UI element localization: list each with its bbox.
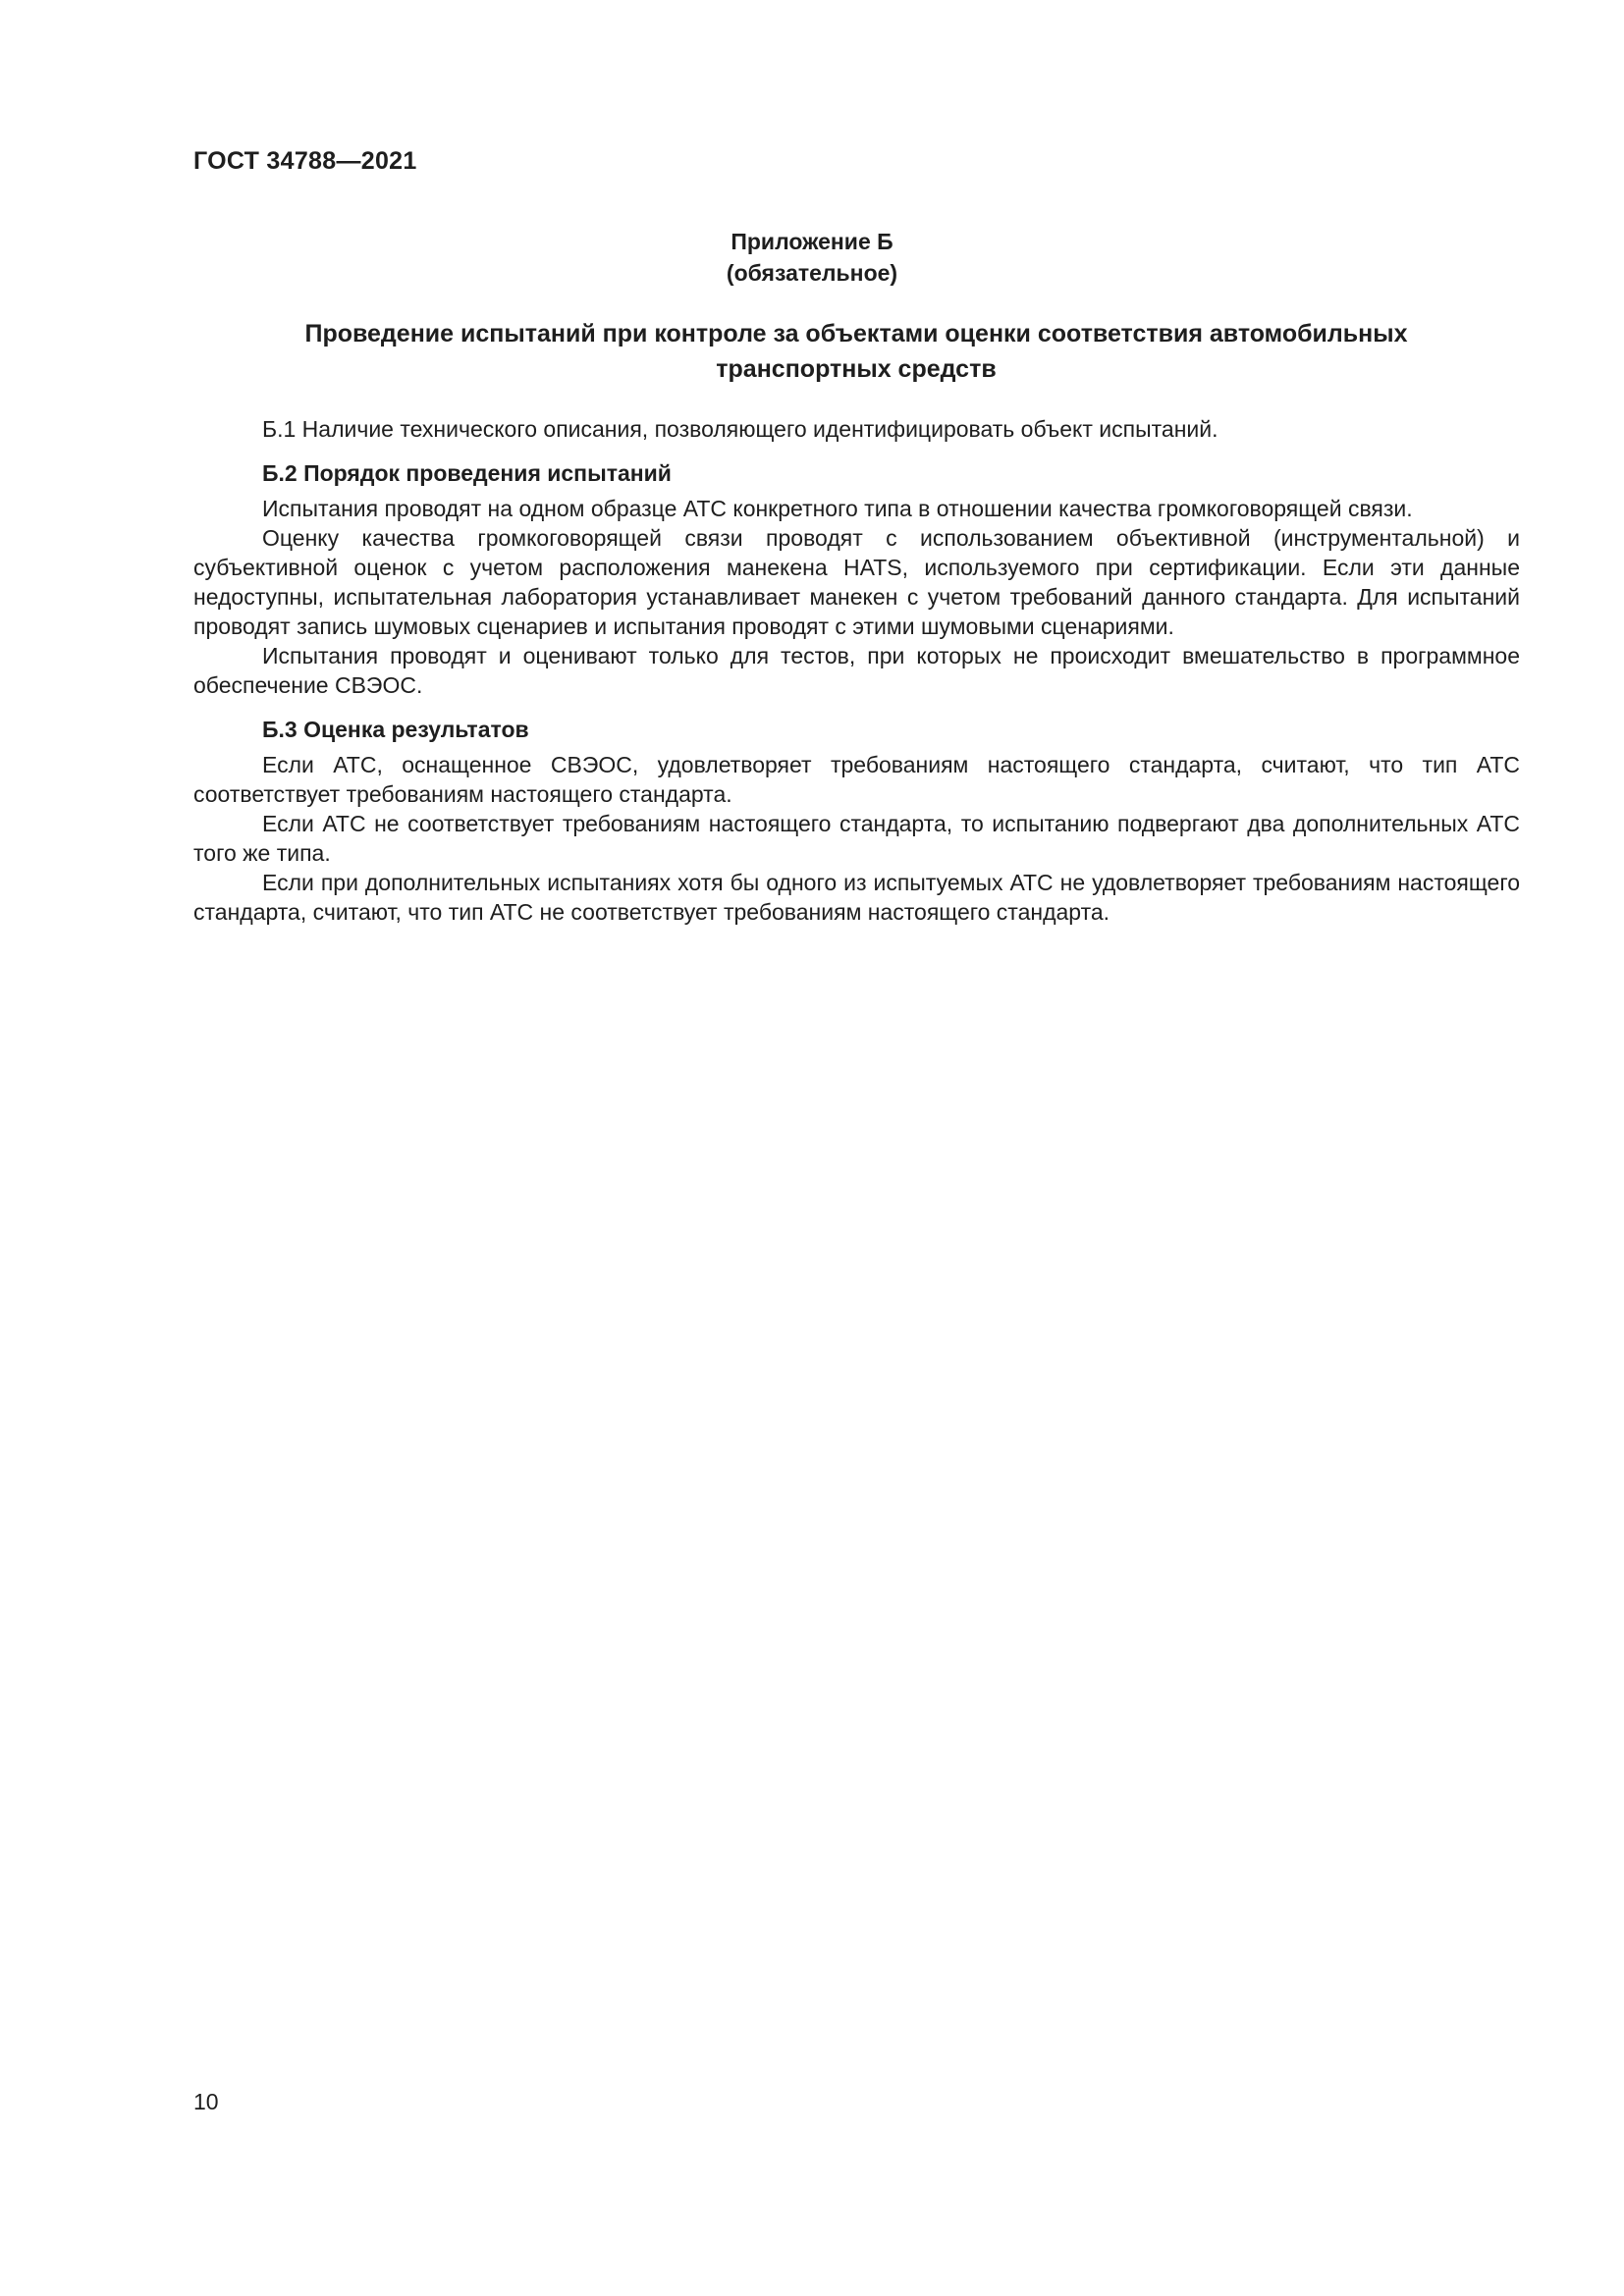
section-b2-paragraph-1: Испытания проводят на одном образце АТС конкретного типа в отношении качества громкоговорящей связи. xyxy=(262,496,1413,521)
section-b3-paragraph-3: Если при дополнительных испытаниях хотя бы одного из испытуемых АТС не удовлетворяет требованиям настоящего стандарта, считают, что тип АТС не соответствует требованиям настоящего стандарта. xyxy=(193,870,1520,925)
page-number: 10 xyxy=(193,2089,219,2114)
annex-title: Приложение Б xyxy=(731,229,893,254)
section-b2-paragraph-2: Оценку качества громкоговорящей связи проводят с использованием объективной (инструментальной) и субъективной оценок с учетом расположения манекена HATS, используемого при сертификации. Если эти данные недоступны, испытательная лаборатория устанавливает манекен с учетом требований данного стандарта. Для испытаний проводят запись шумовых сценариев и испытания проводят с этими шумовыми сценариями. xyxy=(193,525,1520,639)
annex-status: (обязательное) xyxy=(726,260,898,286)
document-title-line-1: Проведение испытаний при контроле за объектами оценки соответствия автомобильных xyxy=(304,320,1408,347)
section-b2-heading: Б.2 Порядок проведения испытаний xyxy=(262,460,672,486)
document-body xyxy=(193,414,1520,927)
annex-heading xyxy=(0,226,1624,289)
document-title xyxy=(193,316,1519,387)
section-b2-paragraph-3: Испытания проводят и оценивают только для тестов, при которых не происходит вмешательство в программное обеспечение СВЭОС. xyxy=(193,643,1520,698)
section-b3-heading: Б.3 Оценка результатов xyxy=(262,717,529,742)
section-b1-text: Б.1 Наличие технического описания, позволяющего идентифицировать объект испытаний. xyxy=(262,416,1218,442)
document-title-line-2: транспортных средств xyxy=(716,355,997,383)
document-code: ГОСТ 34788—2021 xyxy=(193,147,417,175)
section-b3-paragraph-2: Если АТС не соответствует требованиям настоящего стандарта, то испытанию подвергают два дополнительных АТС того же типа. xyxy=(193,811,1520,866)
section-b3-paragraph-1: Если АТС, оснащенное СВЭОС, удовлетворяет требованиям настоящего стандарта, считают, что тип АТС соответствует требованиям настоящего стандарта. xyxy=(193,752,1520,807)
